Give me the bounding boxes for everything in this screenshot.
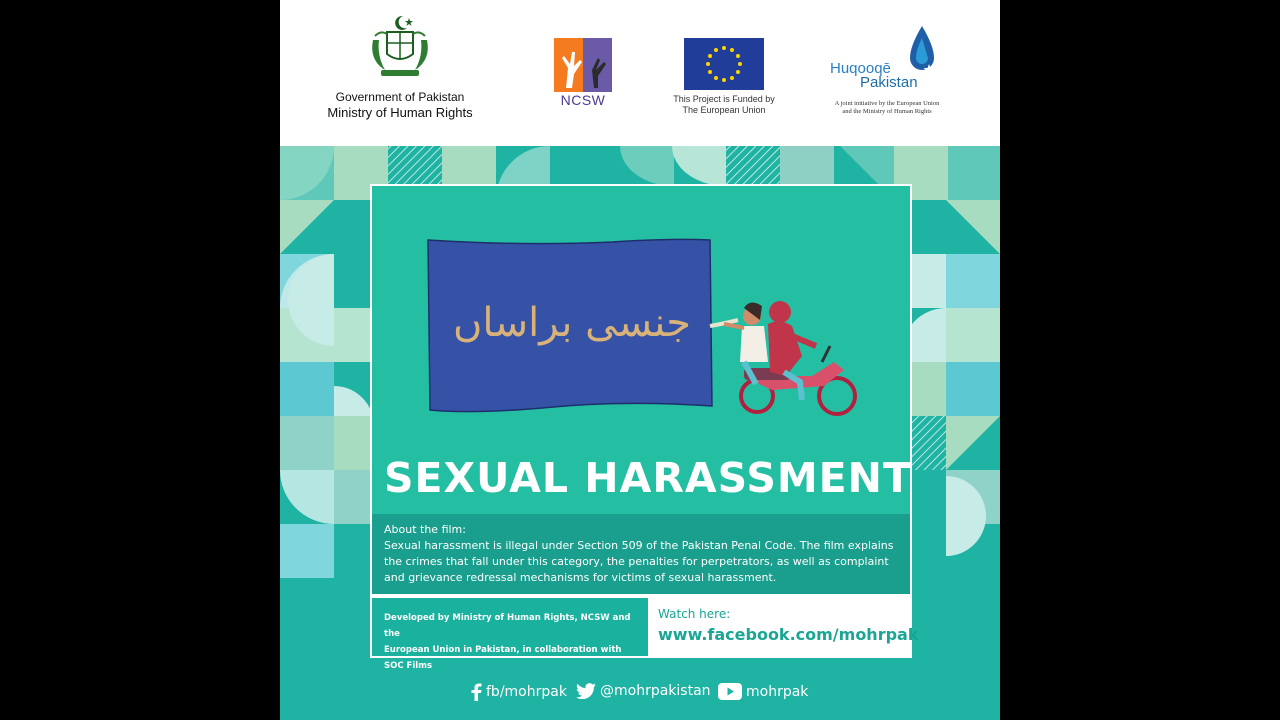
ncsw-hands-icon: [554, 38, 612, 92]
eu-caption-line2: The European Union: [682, 105, 766, 115]
eu-flag-icon: [684, 38, 764, 90]
logo-header: [280, 0, 1000, 146]
youtube-link[interactable]: [718, 683, 808, 700]
huqooq-word: Huqooqē: [830, 60, 891, 77]
ncsw-label: NCSW: [560, 92, 606, 108]
watch-panel: [648, 598, 919, 656]
government-name: Government of Pakistan: [335, 90, 465, 104]
facebook-icon: [470, 683, 482, 701]
watch-link[interactable]: www.facebook.com/mohrpak: [658, 625, 919, 644]
facebook-handle: fb/mohrpak: [486, 684, 567, 700]
poster: [280, 0, 1000, 720]
film-title: SEXUAL HARASSMENT: [384, 454, 912, 502]
film-card: [370, 184, 912, 516]
twitter-icon: [576, 683, 596, 699]
twitter-handle: @mohrpakistan: [600, 683, 711, 699]
banner-urdu-text: جنسی براساں: [453, 300, 691, 346]
pakistan-emblem-icon: [365, 10, 435, 84]
hp-caption-line2: and the Ministry of Human Rights: [842, 108, 932, 115]
huqooq-pakistan-logo: [820, 24, 950, 124]
ncsw-logo: [554, 38, 612, 112]
credits-box: [370, 596, 919, 671]
eu-caption-line1: This Project is Funded by: [673, 94, 775, 104]
pakistan-word: Pakistan: [860, 74, 918, 91]
social-links: [280, 680, 1000, 706]
eu-logo: [660, 38, 788, 122]
huqooq-drop-icon: [902, 24, 942, 80]
hp-caption-line1: A joint initiative by the European Union: [834, 100, 940, 107]
developed-by-line1: Developed by Ministry of Human Rights, NCSW and the: [384, 613, 631, 639]
ministry-name: Ministry of Human Rights: [327, 105, 473, 120]
youtube-icon: [718, 683, 742, 700]
twitter-link[interactable]: [576, 683, 711, 699]
government-logo: [320, 10, 480, 134]
watch-label: Watch here:: [658, 607, 731, 621]
developed-by-line2: European Union in Pakistan, in collaboration with SOC Films: [384, 645, 622, 671]
about-body: Sexual harassment is illegal under Section 509 of the Pakistan Penal Code. The film explains the crimes that fall under this category, the penalties for perpetrators, as well as complaint and grievance redressal mechanisms for victims of sexual harassment.: [384, 539, 894, 584]
film-illustration: [372, 186, 910, 446]
developed-by-panel: [372, 598, 648, 671]
about-section: [370, 514, 912, 596]
facebook-link[interactable]: [470, 683, 567, 701]
youtube-handle: mohrpak: [746, 683, 809, 700]
about-heading: About the film:: [384, 523, 466, 536]
